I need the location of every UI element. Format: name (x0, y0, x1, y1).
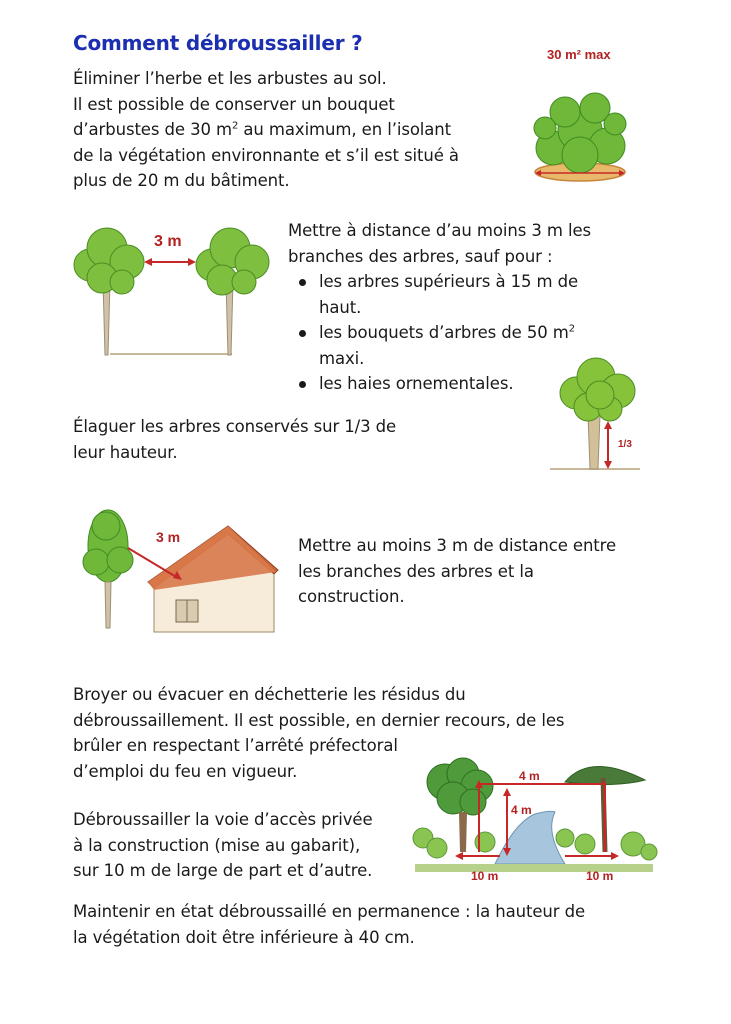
maintenance-paragraph: Maintenir en état débroussaillé en permanence : la hauteur de la végétation doit être inférieure à 40 cm. (73, 902, 585, 947)
road-right-width-label: 10 m (586, 869, 614, 883)
list-item: les arbres supérieurs à 15 m de haut. (288, 269, 591, 320)
intro-paragraph: Éliminer l’herbe et les arbustes au sol. Il est possible de conserver un bouquet d’arbustes de 30 $m^2$ au maximum, en l’isolant de la végétation environnante et s’il est situé à plus de 20 m du bâtiment. (73, 69, 459, 190)
access-road-paragraph: Débroussailler la voie d’accès privée à la construction (mise au gabarit), sur 10 m de large de part et d’autre. (73, 810, 373, 880)
page-title: Comment débroussailler ? (73, 31, 363, 55)
road-clearance-top-label: 4 m (519, 769, 540, 783)
pruning-ratio-label: 1/3 (618, 439, 632, 450)
tree-distance-label: 3 m (154, 233, 182, 250)
house-distance-label: 3 m (156, 529, 181, 545)
pruning-paragraph: Élaguer les arbres conservés sur 1/3 de leur hauteur. (73, 417, 397, 462)
shrub-max-label: 30 m² max (547, 47, 611, 62)
list-item: les bouquets d’arbres de 50 $m^2$ maxi. (288, 320, 591, 371)
road-left-width-label: 10 m (471, 869, 499, 883)
branch-distance-paragraph: Mettre à distance d’au moins 3 m les branches des arbres, sauf pour : les arbres supérieurs à 15 m de haut. les bouquets d’arbres de 50 $m^2$ maxi. les haies ornementales. (288, 218, 591, 397)
list-item: les haies ornementales. (288, 371, 591, 397)
residue-paragraph: Broyer ou évacuer en déchetterie les résidus du débroussaillement. Il est possible, en dernier recours, de les brûler en respectant l’arrêté préfectoral d’emploi du feu en vigueur. (73, 685, 565, 781)
exceptions-list (288, 269, 591, 397)
tree-spacing-illustration (72, 220, 277, 360)
access-road-illustration (415, 752, 653, 884)
pruned-tree-illustration (548, 355, 643, 473)
shrub-cluster-illustration (525, 40, 635, 190)
building-distance-paragraph: Mettre au moins 3 m de distance entre les branches des arbres et la construction. (298, 536, 617, 606)
road-clearance-height-label: 4 m (511, 803, 532, 817)
house-tree-illustration (78, 498, 278, 634)
